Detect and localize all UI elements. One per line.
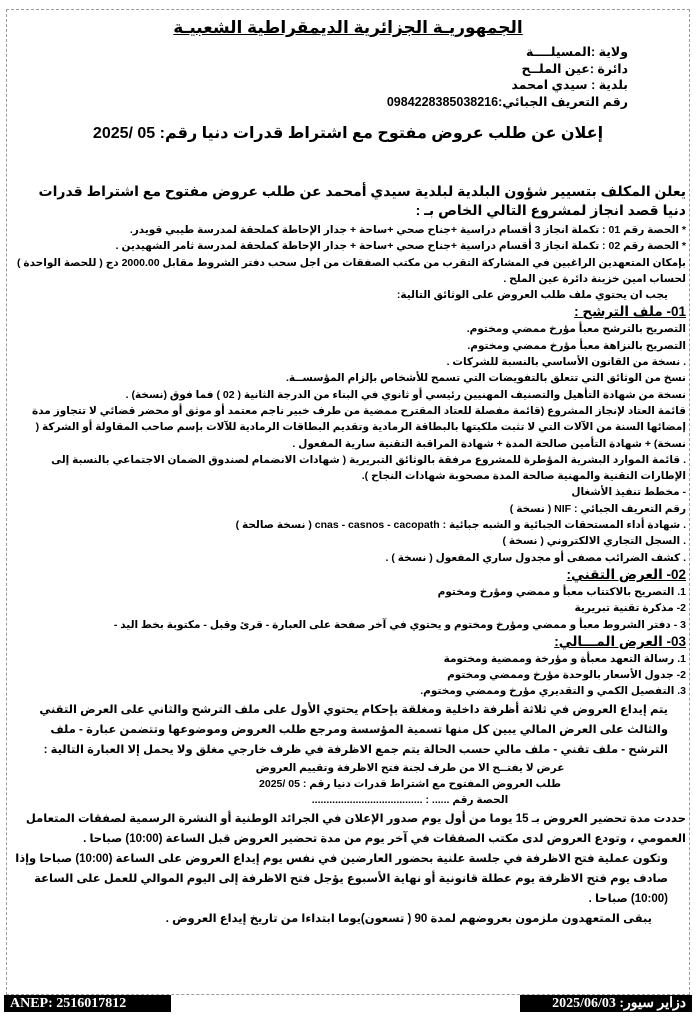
wilaya: ولاية :المسيلــــة <box>526 45 628 59</box>
list-item: . قائمة الموارد البشرية المؤطرة للمشروع مرفقة بالوثائق التبريرية ( شهادات الانضمام لصندوق الضمان الاجتماعي بالنسبة إلى الإطارات التقنية والمهنية صالحة المدة مصحوبة شهادات النجاح ). <box>51 453 686 483</box>
list-item: 1. رسالة التعهد معبأة و مؤرخة وممضية ومختومة <box>443 652 686 665</box>
list-item: قائمة العتاد لإنجاز المشروع (قائمة مفصلة للعتاد المقترح ممضية من طرف خبير ناجم معتمد أو موثق أو محضر قضائي لا تتجاوز مدة إمضائها السنة من الآلات التي لا تثبت ملكيتها بالبطاقة الرمادية وتقديم البطاقات الرمادية للآلات بإسم صاحب المقاولة أو الشركة ( نسخة) + شهادة التأمين صالحة المدة + شهادة المراقبة التقنية سارية المفعول . <box>32 404 686 450</box>
list-item: رقم التعريف الجبائي : NIF ( نسخة ) <box>509 502 686 515</box>
section-3-heading: 03- العرض المـــالي: <box>554 633 686 649</box>
list-item: التصريح بالترشح معبأ مؤرخ ممضي ومختوم. <box>466 323 686 336</box>
tax-id: رقم التعريف الجبائي:098422838503821​6 <box>386 94 628 109</box>
intro-paragraph: يعلن المكلف بتسيير شؤون البلدية لبلدية سيدي أمحمد عن طلب عروض مفتوح مع اشتراط قدرات دنيا قصد انجاز لمشروع التالي الخاص بـ : <box>38 183 686 218</box>
document-title: الجمهوريـة الجزائرية الديمقراطية الشعبيـة <box>173 18 523 37</box>
list-item: 2- جدول الأسعار بالوحدة مؤرخ وممضي ومختوم <box>447 669 686 682</box>
list-item: نسخة من شهادة التأهيل والتصنيف المهنيين رئيسي أو ثانوي في البناء من الدرجة الثانية ( 02 ) فما فوق (نسخة) . <box>125 388 686 401</box>
envelope-line: عرض لا يفتــح الا من طرف لجنة فتح الاظرفة وتقييم العروض <box>255 761 565 774</box>
must-contain: يجب ان يحتوي ملف طلب العروض على الوثائق التالية: <box>396 289 668 302</box>
closing-paragraph: حددت مدة تحضير العروض بـ 15 يوما من أول يوم صدور الإعلان في الجرائد الوطنية أو النشرة الرسمية لصفقات المتعامل العمومي ، وتودع العروض لدى مكتب الصفقات في آخر يوم من مدة تحضير العروض قبل الساعة (10:00) صباحا . <box>25 812 686 845</box>
list-item: . كشف الضرائب مصفى أو مجدول ساري المفعول ( نسخة ) . <box>385 551 686 564</box>
commune: بلدية : سيدي امحمد <box>511 78 628 92</box>
lot-2: * الحصة رقم 02 : تكملة انجاز 3 أقسام دراسية +جناح صحي +ساحة + جدار الإحاطة كملحقة لمدرسة ثامر الشهيدين . <box>115 240 686 253</box>
closing-paragraph: وتكون عملية فتح الاظرفة في جلسة علنية بحضور العارضين في نفس يوم إيداع العروض على الساعة (10:00) صباحا وإذا صادف يوم فتح الاظرفة يوم عطلة قانونية أو نهاية الأسبوع يؤجل فتح الاظرفة إلى اليوم الموالي للعمل على الساعة (10:00) صباحا . <box>15 852 668 905</box>
document-body <box>14 222 686 929</box>
list-item: . نسخة من القانون الأساسي بالنسبة للشركات . <box>446 356 686 369</box>
list-item: التصريح بالنزاهة معبأ مؤرخ ممضي ومختوم. <box>467 339 686 352</box>
envelope-line: الحصة رقم ...... : ...................................... <box>311 794 509 807</box>
list-item: 1. التصريح بالاكتتاب معبأ و ممضي ومؤرخ ومختوم <box>437 585 686 598</box>
list-item: . السجل التجاري الالكتروني ( نسخة ) <box>502 535 686 548</box>
announcement-title: إعلان عن طلب عروض مفتوح مع اشتراط قدرات دنيا رقم: 05 /2025 <box>92 125 604 142</box>
list-item: نسخ من الوثائق التي تتعلق بالتفويضات التي تسمح للأشخاص بإلزام المؤسســة. <box>286 372 686 385</box>
envelope-line: طلب العروض المفتوح مع اشتراط قدرات دنيا رقم : 05 /2025 <box>259 778 561 791</box>
anep-reference: ANEP: 2516017812 <box>4 995 171 1012</box>
deposit-paragraph: يتم إيداع العروض في ثلاثة أظرفة داخلية ومغلقة بإحكام يحتوي الأول على ملف الترشح والثاني على العرض التقني والثالث على العرض المالي يبين كل منها تسمية المؤسسة ومرجع طلب العروض وموضوعها وتتضمن عبارة - ملف الترشح - ملف تقني - ملف مالي حسب الحالة يتم جمع الاظرفة في ظرف خارجي مغلق ولا يحمل إلا العبارة التالية : <box>39 703 668 756</box>
section-1-heading: 01- ملف الترشح : <box>574 304 686 320</box>
issuer-block <box>14 44 628 110</box>
publication-date: دزاير سيور: 2025/06/03 <box>520 995 692 1012</box>
list-item: 2- مذكرة تقنية تبريرية <box>574 602 686 615</box>
list-item: - مخطط تنفيذ الأشغال <box>571 486 686 499</box>
list-item: 3 - دفتر الشروط معبأ و ممضي ومؤرخ ومختوم و يحتوي في آخر صفحة على العبارة - قرئ وقبل - مكتوبة بخط اليد - <box>113 618 686 631</box>
daira: دائرة :عين الملــح <box>521 61 628 76</box>
lot-1: * الحصة رقم 01 : تكملة انجاز 3 أقسام دراسية +جناح صحي +ساحة + جدار الإحاطة كملحقة لمدرسة طيبي قويدر. <box>129 224 686 236</box>
list-item: 3. التفصيل الكمي و التقديري مؤرخ وممضي ومختوم. <box>420 685 686 698</box>
withdraw-paragraph: بإمكان المتعهدين الراغبين في المشاركة التقرب من مكتب الصفقات من اجل سحب دفتر الشروط مقابل 2000.00 دج ( للحصة الواحدة ) لحساب امين خزينة دائرة عين الملح . <box>16 256 686 285</box>
list-item: . شهادة أداء المستحقات الجبائية و الشبه جبائية : cnas - casnos - cacopath ( نسخة صالحة ) <box>235 519 686 532</box>
closing-paragraph: يبقى المتعهدون ملزمون بعروضهم لمدة 90 ( تسعون)يوما ابتداءا من تاريخ إيداع العروض . <box>165 912 652 925</box>
section-2-heading: 02- العرض التقني: <box>566 566 686 582</box>
